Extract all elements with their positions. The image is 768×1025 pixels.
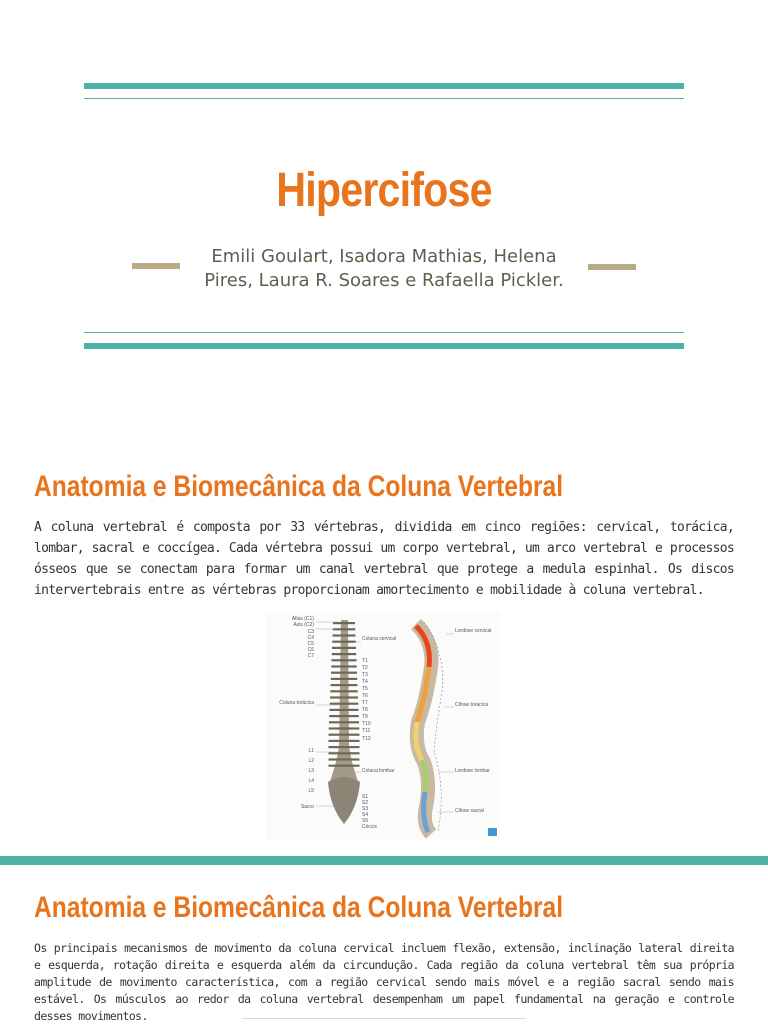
figure-region-label: Cifose sacral xyxy=(455,808,484,814)
vertebra-process xyxy=(333,622,355,624)
figure-right-label: T11 xyxy=(362,728,371,734)
figure-right-label: Coluna cervical xyxy=(362,636,397,642)
figure-left-label: C6 xyxy=(307,647,314,653)
vertebra-process xyxy=(331,684,358,686)
vertebra-process xyxy=(332,653,357,655)
vertebra-process xyxy=(333,634,356,636)
vertebra-process xyxy=(329,715,359,717)
authors: Emili Goulart, Isadora Mathias, Helena Pires, Laura R. Soares e Rafaella Pickler. xyxy=(204,246,564,291)
figure-right-label: S3 xyxy=(362,806,369,812)
vertebra-process xyxy=(330,690,358,692)
figure-region-label: Lordose lombar xyxy=(455,768,490,774)
section2-heading: Anatomia e Biomecânica da Coluna Vertebral xyxy=(34,891,564,924)
figure-left-label: Sacro xyxy=(300,804,314,810)
figure-right-label: T10 xyxy=(362,721,371,727)
figure-right-label: T7 xyxy=(362,700,368,706)
vertebra-process xyxy=(329,721,359,723)
figure-left-label: L3 xyxy=(308,768,314,774)
figure-right-label: T1 xyxy=(362,658,368,664)
bottom-bar-thick xyxy=(84,343,684,349)
figure-left-label: C3 xyxy=(307,629,314,635)
vertebra-process xyxy=(332,641,356,643)
vertebra-process xyxy=(330,709,359,711)
vertebra-process xyxy=(333,628,356,630)
section1-heading: Anatomia e Biomecânica da Coluna Vertebral xyxy=(34,470,564,503)
figure-right-label: T8 xyxy=(362,707,368,713)
spine-anatomy-figure xyxy=(266,612,500,840)
figure-right-label: S1 xyxy=(362,794,369,800)
figure-left-label: L1 xyxy=(308,748,314,754)
vertebra-process xyxy=(329,752,360,754)
right-dash-decoration xyxy=(588,264,636,270)
vertebra-process xyxy=(331,678,358,680)
figure-right-label: T3 xyxy=(362,672,368,678)
figure-right-label: Coluna lombar xyxy=(362,768,395,774)
vertebra-process xyxy=(332,647,356,649)
vertebra-process xyxy=(329,765,360,767)
vertebra-process xyxy=(331,672,357,674)
figure-left-label: L4 xyxy=(308,778,314,784)
vertebra-process xyxy=(329,758,360,760)
figure-right-label: Cóccix xyxy=(362,824,378,830)
slide-divider xyxy=(0,856,768,865)
bottom-bar-thin xyxy=(84,332,684,333)
vertebra-process xyxy=(329,727,360,729)
left-dash-decoration xyxy=(132,263,180,269)
figure-left-label: C7 xyxy=(307,653,314,659)
figure-right-label: T12 xyxy=(362,736,371,742)
vertebra-process xyxy=(329,746,360,748)
figure-left-label: C4 xyxy=(307,635,314,641)
vertebra-process xyxy=(329,740,360,742)
figure-right-label: S2 xyxy=(362,800,369,806)
figure-left-label: L2 xyxy=(308,758,314,764)
figure-right-label: S5 xyxy=(362,818,369,824)
page-title: Hipercifose xyxy=(276,164,492,217)
figure-right-label: T9 xyxy=(362,714,368,720)
top-bar-thick xyxy=(84,83,684,89)
figure-right-label: T5 xyxy=(362,686,368,692)
vertebra-process xyxy=(330,696,358,698)
figure-left-label: Axis (C2) xyxy=(293,622,314,628)
top-bar-thin xyxy=(84,98,684,99)
figure-right-label: T6 xyxy=(362,693,368,699)
figure-left-label: L5 xyxy=(308,788,314,794)
section1-body: A coluna vertebral é composta por 33 vértebras, dividida em cinco regiões: cervical, torácica, lombar, sacral e coccígea. Cada vértebra possui um corpo vertebral, um arco vertebral e processos ósseos que se conectam para formar um canal vertebral que protege a medula espinhal. Os discos intervertebrais entre as vértebras proporcionam amortecimento e mobilidade à coluna vertebral. xyxy=(34,520,734,598)
figure-right-label: T4 xyxy=(362,679,368,685)
figure-right-label: T2 xyxy=(362,665,368,671)
vertebra-process xyxy=(330,703,359,705)
figure-left-label: Coluna torácica xyxy=(279,700,314,706)
figure-left-label: C5 xyxy=(307,641,314,647)
figure-region-label: Cifose torácica xyxy=(455,702,489,708)
figure-region-label: Lordose cervical xyxy=(455,628,492,634)
figure-right-label: S4 xyxy=(362,812,369,818)
vertebra-process xyxy=(331,665,357,667)
section2-body: Os principais mecanismos de movimento da coluna cervical incluem flexão, extensão, inclinação lateral direita e esquerda, rotação direita e esquerda além da circundução. Cada região da coluna vertebral têm sua própria amplitude de movimento característica, com a região cervical sendo mais móvel e a região sacral sendo mais estável. Os músculos ao redor da coluna vertebral desempenham um papel fundamental na geração e controle desses movimentos. xyxy=(34,941,734,1023)
figure-left-label: Atlas (C1) xyxy=(291,616,314,622)
vertebra-process xyxy=(332,659,357,661)
next-figure-edge xyxy=(242,1018,526,1019)
vertebra-process xyxy=(329,734,360,736)
